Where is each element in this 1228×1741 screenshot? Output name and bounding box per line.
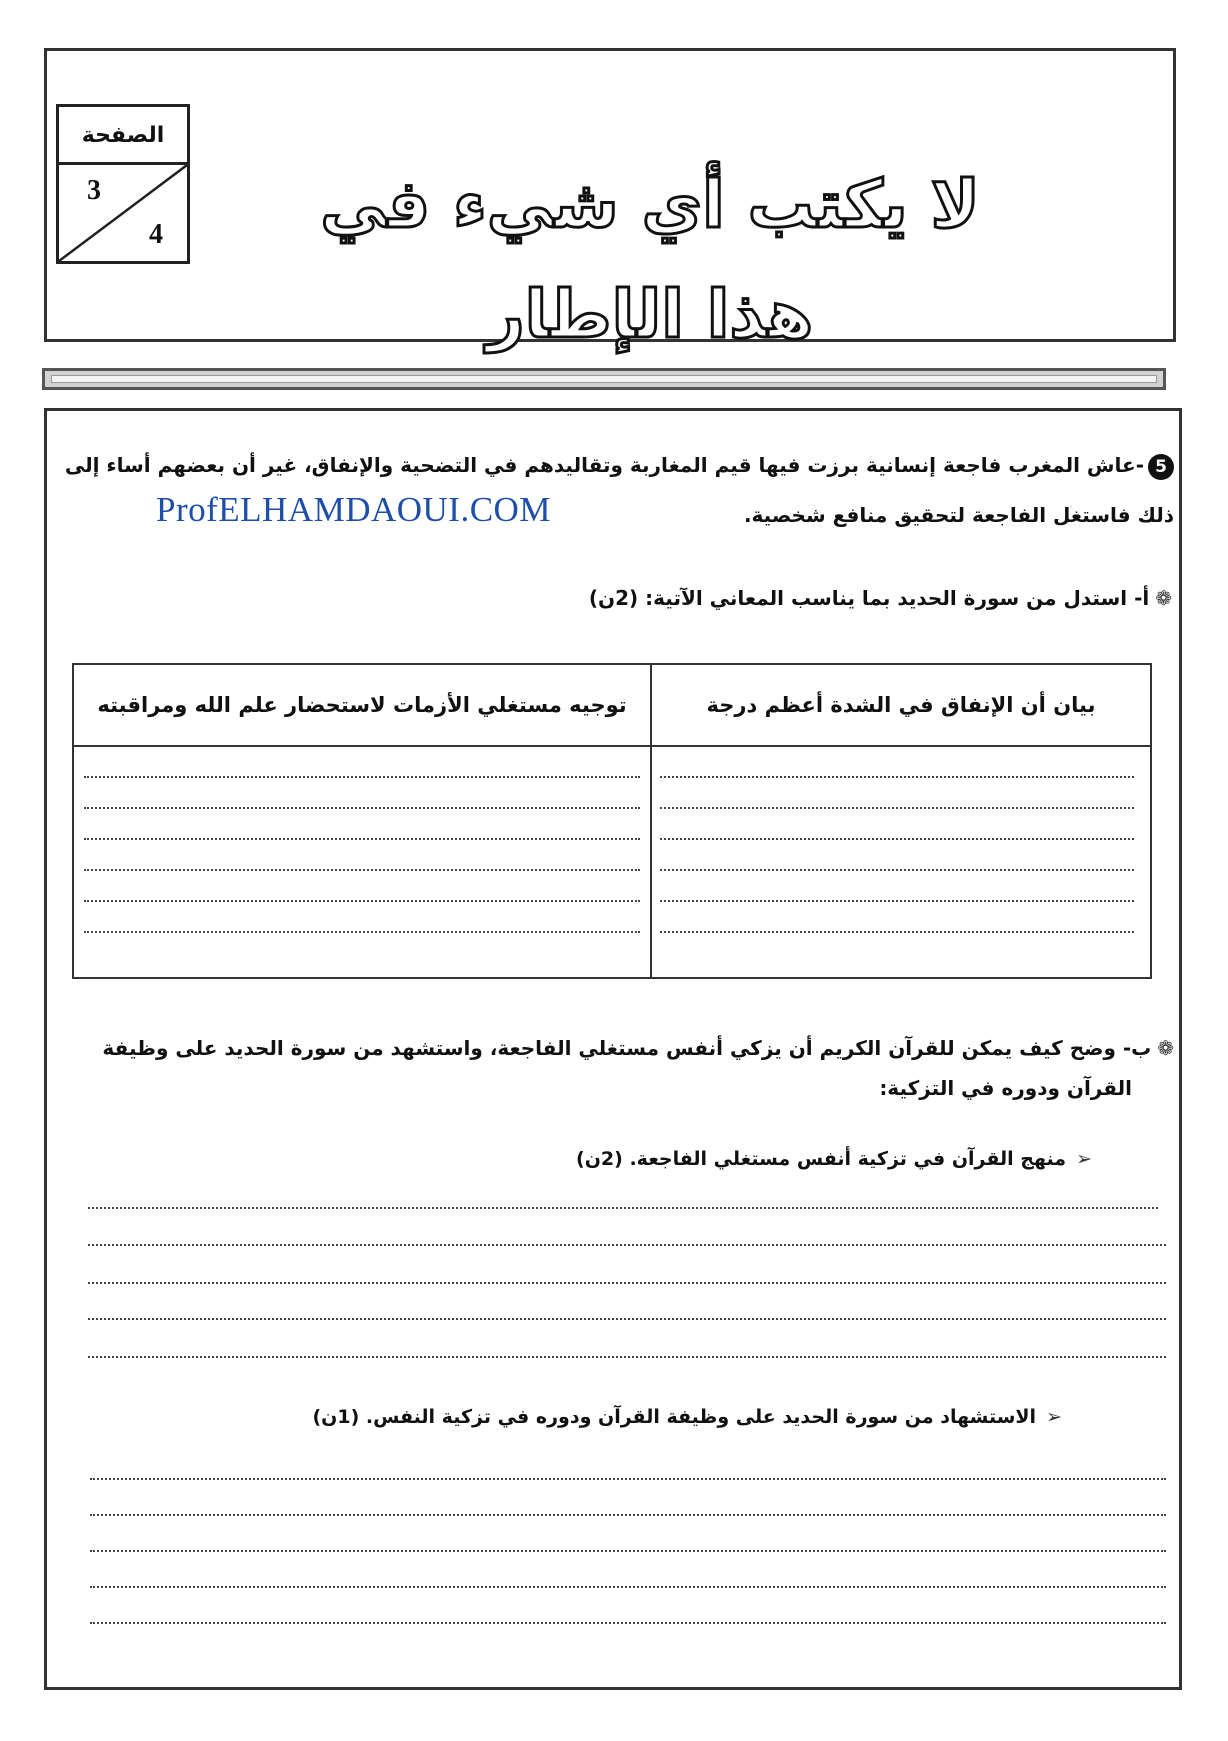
answer-line-left[interactable] [84,776,640,778]
answer-line[interactable] [88,1282,1166,1284]
question-number-badge: 5 [1148,454,1174,480]
answer-line-left[interactable] [84,900,640,902]
page-current-number: 3 [87,175,101,206]
answer-line[interactable] [90,1550,1166,1552]
answer-line-right[interactable] [660,900,1134,902]
sub-question-2-text: الاستشهاد من سورة الحديد على وظيفة القرآن ودوره في تزكية النفس. (1ن) [312,1406,1037,1428]
part-b-text-1: ب- وضح كيف يمكن للقرآن الكريم أن يزكي أنفس مستغلي الفاجعة، واستشهد من سورة الحديد على وظيفة [102,1036,1152,1060]
page-box-diagonal [59,165,187,261]
answer-line-left[interactable] [84,931,640,933]
flower-bullet-icon: ❁ [1155,586,1172,610]
part-a-prompt [560,583,1172,613]
table-header-left: توجيه مستغلي الأزمات لاستحضار علم الله ومراقبته [97,693,627,717]
sub-question-1 [576,1144,1092,1174]
sub-question-2 [312,1402,1062,1432]
answer-line-right[interactable] [660,776,1134,778]
answer-line-right[interactable] [660,869,1134,871]
no-write-notice: لا يكتب أي شيء في هذا الإطار [320,166,980,353]
page-label: الصفحة [59,107,187,165]
arrow-bullet-icon: ➢ [1076,1148,1092,1170]
answer-line[interactable] [88,1356,1166,1358]
table-column-divider [650,665,652,977]
answer-line[interactable] [88,1318,1166,1320]
answer-line[interactable] [90,1514,1166,1516]
watermark: ProfELHAMDAOUI.COM [156,490,551,529]
sub-question-1-text: منهج القرآن في تزكية أنفس مستغلي الفاجعة. (2ن) [576,1148,1067,1170]
answer-line[interactable] [88,1244,1166,1246]
divider-bar [42,368,1166,390]
question-intro-text-1: -عاش المغرب فاجعة إنسانية برزت فيها قيم المغاربة وتقاليدهم في التضحية والإنفاق، غير أن بعضهم أساء إلى [64,453,1144,477]
answer-line-right[interactable] [660,838,1134,840]
answer-line[interactable] [88,1207,1158,1209]
table-header-right: بيان أن الإنفاق في الشدة أعظم درجة [706,693,1096,717]
answer-line-left[interactable] [84,807,640,809]
answer-line[interactable] [90,1622,1166,1624]
page-total-number: 4 [149,219,163,250]
arrow-bullet-icon: ➢ [1046,1406,1062,1428]
answer-line-left[interactable] [84,838,640,840]
question-intro-line-1 [64,450,1174,480]
divider-inner [51,375,1157,383]
part-a-text: أ- استدل من سورة الحديد بما يناسب المعاني الآتية: (2ن) [588,586,1150,610]
answer-line-right[interactable] [660,807,1134,809]
part-b-prompt-line-1 [60,1033,1174,1063]
table-header-divider [74,745,1150,747]
answer-line-left[interactable] [84,869,640,871]
answer-table [72,663,1152,979]
question-intro-line-2: ذلك فاستغل الفاجعة لتحقيق منافع شخصية. [743,503,1174,527]
answer-line[interactable] [90,1586,1166,1588]
page-number-box [56,104,190,264]
answer-line[interactable] [90,1478,1166,1480]
part-b-prompt-line-2: القرآن ودوره في التزكية: [879,1076,1132,1100]
answer-line-right[interactable] [660,931,1134,933]
flower-bullet-icon: ❁ [1157,1036,1174,1060]
